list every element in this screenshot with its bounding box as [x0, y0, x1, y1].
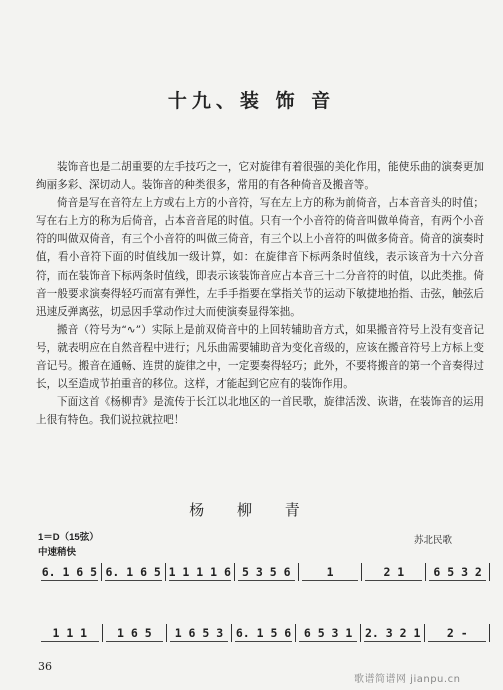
measure: 2 1: [365, 565, 422, 581]
measure: 6 5 3 2: [429, 565, 486, 581]
measure: 6. 1 6 5: [41, 565, 98, 579]
measure: 1 6 5 3: [170, 626, 228, 642]
paragraph-intro: 装饰音也是二胡重要的左手技巧之一，它对旋律有着很强的美化作用，能使乐曲的演奏更加绚丽多彩、深切动人。装饰音的种类很多，常用的有各种倚音及搬音等。: [36, 161, 484, 192]
page-number: 36: [38, 660, 52, 673]
score-row: [38, 616, 490, 642]
measure: 1 1 1: [41, 626, 99, 642]
measure: 6. 1 5 6: [235, 626, 292, 640]
barline: [231, 624, 232, 642]
measure: 2. 3 2 1: [364, 626, 421, 640]
body-text: [36, 158, 484, 429]
barline: [489, 624, 490, 642]
key-signature: 1＝D（15弦）: [38, 532, 99, 543]
measure: 2 -: [428, 626, 486, 642]
barline: [360, 624, 361, 642]
barline: [425, 563, 426, 581]
barline: [298, 563, 299, 581]
measure: 1 1 1 1 6: [168, 565, 231, 579]
barline: [295, 624, 296, 642]
paragraph-song-intro: 下面这首《杨柳青》是流传于长江以北地区的一首民歌，旋律活泼、诙谐，在装饰音的运用上很有特色。我们说拉就拉吧！: [36, 396, 484, 427]
score-row: [38, 555, 490, 581]
measure: 6. 1 6 5: [105, 565, 161, 579]
barline: [166, 624, 167, 642]
site-watermark: 歌谱简谱网 jianpu.cn: [354, 674, 461, 685]
barline: [234, 563, 235, 581]
measure: 6 5 3 1: [299, 626, 357, 642]
song-title: 杨 柳 青: [189, 501, 314, 519]
paragraph-grace-notes: 倚音是写在音符左上方或右上方的小音符，写在左上方的称为前倚音，占本音音头的时值；写在右上方的称为后倚音，占本音音尾的时值。只有一个小音符的倚音叫做单倚音，有两个小音符的叫做双倚音，有三个小音符的叫做三倚音，有三个以上小音符的叫做多倚音。倚音的演奏时值，看小音符下面的时值线加一级计算，如：在旋律音下标两条时值线，表示该音为十六分音符，而在装饰音下标两条时值线，即表示该装饰音应占本音三十二分音符的时值，以此类推。倚音一般要求演奏得轻巧而富有弹性，左手手指要在掌指关节的运动下敏捷地抬指、击弦，触弦后迅速反弹离弦，切忌因手掌动作过大而使演奏显得笨拙。: [36, 197, 484, 318]
tempo-marking: 中速稍快: [38, 547, 77, 558]
barline: [361, 563, 362, 581]
song-origin: 苏北民歌: [414, 536, 453, 546]
measure: 1 6 5: [106, 626, 164, 642]
chapter-title: 十九、装 饰 音: [167, 90, 336, 112]
barline: [424, 624, 425, 642]
barline: [165, 563, 166, 581]
paragraph-turn: 搬音（符号为“∿”）实际上是前双倚音中的上回转辅助音方式，如果搬音符号上没有变音记号，就表明应在自然音程中进行；凡乐曲需要辅助音为变化音级的，应该在搬音符号上方标上变音记号。搬音在通畅、连贯的旋律之中，一定要奏得轻巧；此外，不要将搬音的第一个音奏得过长，以至造成节拍重音的移位。这样，才能起到它应有的装饰作用。: [36, 323, 484, 391]
measure: 5 3 5 6: [238, 565, 295, 581]
barline: [102, 624, 103, 642]
barline: [101, 563, 102, 581]
measure: 1: [302, 565, 359, 581]
barline: [489, 563, 490, 581]
